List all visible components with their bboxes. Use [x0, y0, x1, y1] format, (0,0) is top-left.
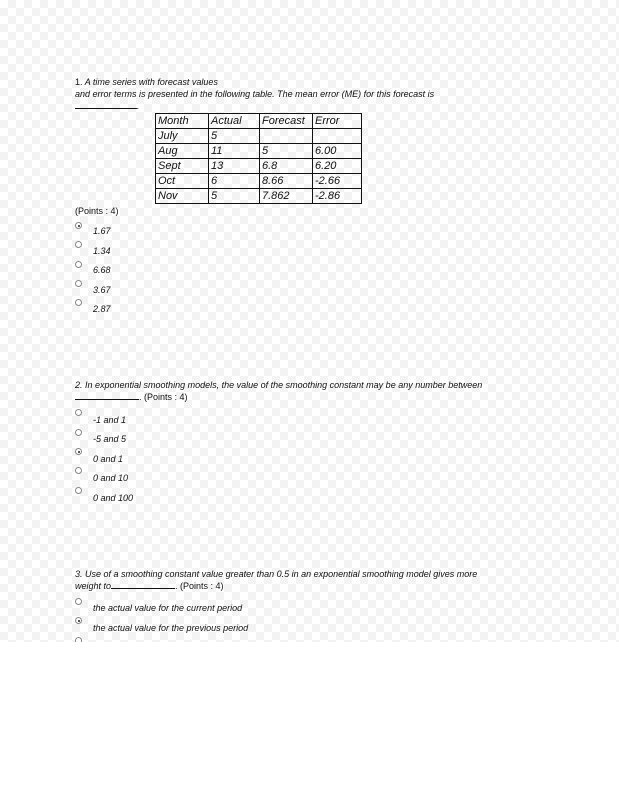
cell-actual: 5	[209, 189, 260, 204]
option-label: the actual value for the previous period	[93, 623, 249, 633]
cell-actual: 6	[209, 174, 260, 189]
option-label: 1.34	[93, 246, 111, 256]
cell-actual: 11	[209, 144, 260, 159]
option-label: the actual value for the current period	[93, 603, 243, 613]
q2-line2: . (Points : 4)	[75, 392, 188, 402]
option-label: -1 and 1	[93, 415, 127, 425]
cell-month: Sept	[156, 159, 209, 174]
cell-forecast: 8.66	[260, 174, 313, 189]
radio-button[interactable]	[75, 617, 82, 624]
table-row	[156, 174, 362, 189]
radio-button[interactable]	[75, 487, 82, 494]
radio-button[interactable]	[75, 299, 82, 306]
cell-forecast: 6.8	[260, 159, 313, 174]
forecast-table	[155, 113, 362, 204]
cell-error: 6.00	[313, 144, 362, 159]
radio-button[interactable]	[75, 409, 82, 416]
table-row	[156, 159, 362, 174]
option-label: 3.67	[93, 285, 111, 295]
radio-button[interactable]	[75, 261, 82, 268]
q1-points: (Points : 4)	[75, 206, 119, 216]
option-label: 0 and 1	[93, 454, 124, 464]
q3-line1: 3. Use of a smoothing constant value greater than 0.5 in an exponential smoothing model gives more	[75, 569, 478, 579]
radio-button[interactable]	[75, 429, 82, 436]
cell-actual: 5	[209, 129, 260, 144]
radio-button[interactable]	[75, 241, 82, 248]
option-label: 1.67	[93, 226, 111, 236]
radio-button[interactable]	[75, 467, 82, 474]
q1-line1-text: A time series with forecast values	[84, 77, 218, 87]
cell-error: -2.66	[313, 174, 362, 189]
option-label: 6.68	[93, 265, 111, 275]
radio-button[interactable]	[75, 280, 82, 287]
q1-answer-blank: .	[75, 101, 140, 111]
option-label: 0 and 100	[93, 493, 134, 503]
radio-button[interactable]	[75, 598, 82, 605]
cell-forecast: 7.862	[260, 189, 313, 204]
option-label: 2.87	[93, 304, 111, 314]
table-row	[156, 129, 362, 144]
cell-forecast	[260, 129, 313, 144]
table-row	[156, 189, 362, 204]
radio-button[interactable]	[75, 448, 82, 455]
q1-number: 1.	[75, 77, 83, 87]
cell-actual: 13	[209, 159, 260, 174]
cell-error	[313, 129, 362, 144]
table-row	[156, 144, 362, 159]
q2-line1: 2. In exponential smoothing models, the value of the smoothing constant may be any number between	[75, 380, 483, 390]
header-error: Error	[313, 114, 362, 129]
blank-line	[111, 588, 175, 589]
blank-line	[75, 108, 137, 109]
cell-month: Oct	[156, 174, 209, 189]
q1-line1	[75, 77, 218, 87]
header-actual: Actual	[209, 114, 260, 129]
header-forecast: Forecast	[260, 114, 313, 129]
cell-month: Nov	[156, 189, 209, 204]
blank-line	[75, 399, 139, 400]
q1-line2: and error terms is presented in the following table. The mean error (ME) for this forecast is	[75, 89, 435, 99]
header-month: Month	[156, 114, 209, 129]
radio-button[interactable]	[75, 637, 82, 642]
table-header-row	[156, 114, 362, 129]
q3-line2: weight to . (Points : 4)	[75, 581, 224, 591]
option-label: -5 and 5	[93, 434, 127, 444]
cell-month: July	[156, 129, 209, 144]
cell-error: 6.20	[313, 159, 362, 174]
cell-month: Aug	[156, 144, 209, 159]
cell-error: -2.86	[313, 189, 362, 204]
cell-forecast: 5	[260, 144, 313, 159]
radio-button[interactable]	[75, 222, 82, 229]
option-label: 0 and 10	[93, 473, 129, 483]
